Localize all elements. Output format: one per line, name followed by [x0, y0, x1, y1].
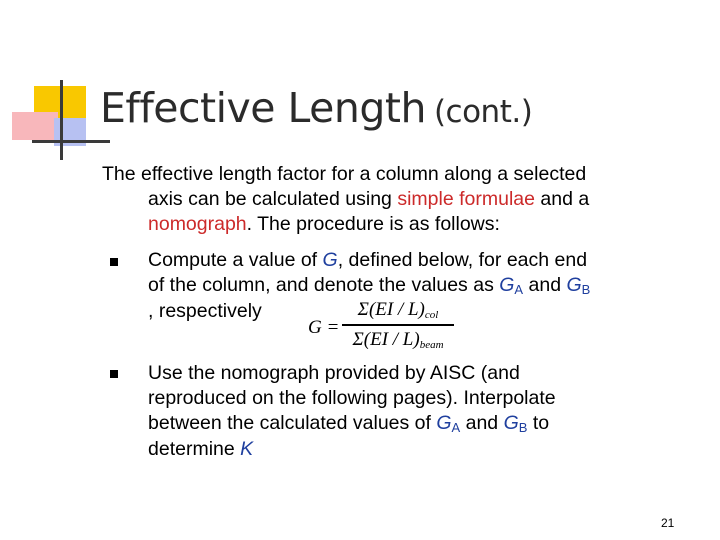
formula-numerator: $\Sigma(EI / L)_{col}$	[357, 299, 439, 321]
corner-decoration	[0, 0, 110, 170]
bullet-2-line-3: between the calculated values of $G_A$ and $G_B$ to	[148, 412, 550, 435]
bullet-1-line-1: Compute a value of G, defined below, for each end	[148, 249, 588, 271]
bullet-2-line-2: reproduced on the following pages). Interpolate	[148, 387, 556, 409]
bullet-1-line-2: of the column, and denote the values as $G_A$ and $G_B$	[148, 274, 591, 297]
page-number: 21	[661, 516, 675, 530]
highlight-nomograph: nomograph	[148, 213, 247, 235]
formula-denominator: $\Sigma(EI / L)_{beam}$	[352, 328, 444, 351]
title-main: Effective Length	[100, 84, 426, 132]
intro-line-2: axis can be calculated using simple formulae and a	[148, 188, 590, 210]
bullet-1-marker	[110, 258, 118, 266]
decor-pink-rect	[12, 112, 58, 140]
bullet-1-line-3: , respectively	[148, 300, 262, 322]
bullet-2-marker	[110, 370, 118, 378]
formula-lhs: G =	[308, 317, 340, 338]
decor-horizontal-line	[32, 140, 110, 143]
highlight-simple-formulae: simple formulae	[397, 188, 535, 210]
intro-line-3: nomograph. The procedure is as follows:	[148, 213, 500, 235]
fraction-bar	[342, 324, 454, 326]
title-paren: (cont.)	[433, 94, 533, 130]
bullet-2-line-4: determine K	[148, 438, 254, 460]
decor-vertical-line	[60, 80, 63, 160]
slide-title	[100, 84, 532, 132]
formula-fraction	[342, 299, 454, 351]
bullet-2-line-1: Use the nomograph provided by AISC (and	[148, 362, 520, 384]
intro-line-1: The effective length factor for a column along a selected	[102, 163, 587, 185]
